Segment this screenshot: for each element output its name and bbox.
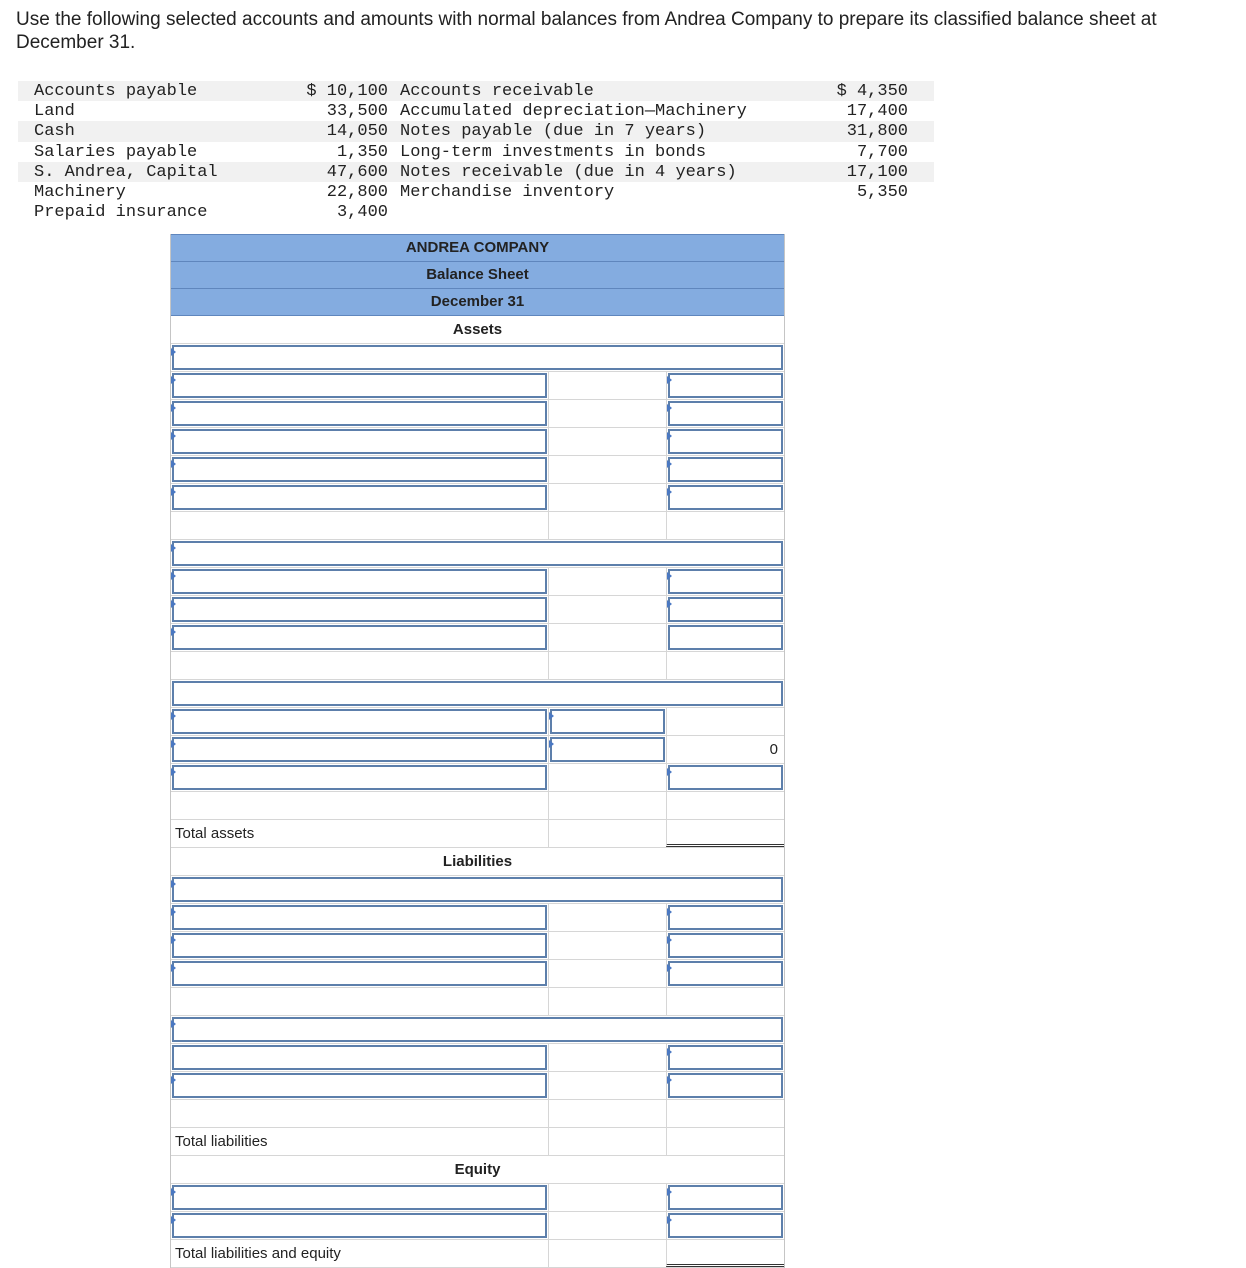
account-amount: 14,050 (326, 122, 388, 142)
statement-title: Balance Sheet (171, 262, 784, 289)
amount-input[interactable] (668, 401, 783, 426)
total-liabilities-equity-value (666, 1240, 784, 1267)
account-name-input[interactable] (172, 765, 547, 790)
account-name: Prepaid insurance (34, 203, 208, 223)
account-name-input[interactable] (172, 1045, 547, 1070)
account-name-input[interactable] (172, 905, 547, 930)
account-amount: $ 4,350 (836, 82, 908, 101)
given-row (18, 81, 934, 101)
instructions-text: Use the following selected accounts and amounts with normal balances from Andrea Company to prepare its classified balance sheet at December 31. (16, 9, 1157, 53)
account-amount: 17,100 (846, 162, 908, 182)
company-name: ANDREA COMPANY (171, 234, 784, 262)
amount-input[interactable] (668, 625, 783, 650)
account-name: Cash (34, 122, 75, 142)
account-name: Notes receivable (due in 4 years) (400, 162, 737, 182)
account-name-input[interactable] (172, 373, 547, 398)
amount-input[interactable] (668, 429, 783, 454)
account-name: Accounts payable (34, 82, 198, 101)
account-name: Land (34, 102, 75, 122)
account-amount: 3,400 (336, 203, 388, 223)
assets-heading: Assets (171, 316, 784, 344)
account-amount: 22,800 (326, 182, 388, 202)
given-row (18, 142, 934, 162)
amount-input[interactable] (550, 709, 665, 734)
account-name-input[interactable] (172, 401, 547, 426)
account-amount: 17,400 (846, 102, 908, 122)
account-name-input[interactable] (172, 1185, 547, 1210)
section-heading-input[interactable] (172, 541, 783, 566)
account-name-input[interactable] (172, 625, 547, 650)
total-assets-label: Total assets (175, 825, 255, 842)
amount-input[interactable] (668, 933, 783, 958)
account-amount: 1,350 (336, 142, 388, 162)
total-liabilities-equity-label: Total liabilities and equity (175, 1245, 341, 1262)
account-name-input[interactable] (172, 485, 547, 510)
section-heading-input[interactable] (172, 681, 783, 706)
account-name-input[interactable] (172, 569, 547, 594)
account-amount: 31,800 (846, 122, 908, 142)
account-name: Accounts receivable (400, 82, 594, 101)
given-row (18, 121, 934, 141)
account-name-input[interactable] (172, 457, 547, 482)
given-row (18, 202, 934, 222)
account-name-input[interactable] (172, 737, 547, 762)
section-heading-input[interactable] (172, 345, 783, 370)
account-name: Notes payable (due in 7 years) (400, 122, 707, 142)
amount-input[interactable] (550, 737, 665, 762)
section-heading-input[interactable] (172, 877, 783, 902)
account-name-input[interactable] (172, 961, 547, 986)
given-row (18, 101, 934, 121)
account-name: Accumulated depreciation—Machinery (400, 102, 747, 122)
account-amount: $ 10,100 (306, 82, 388, 101)
account-name-input[interactable] (172, 1213, 547, 1238)
account-name-input[interactable] (172, 933, 547, 958)
computed-net-value: 0 (769, 741, 778, 758)
account-name-input[interactable] (172, 429, 547, 454)
section-heading-input[interactable] (172, 1017, 783, 1042)
amount-input[interactable] (668, 1073, 783, 1098)
equity-heading: Equity (171, 1156, 784, 1184)
amount-input[interactable] (668, 1213, 783, 1238)
account-amount: 33,500 (326, 102, 388, 122)
statement-date: December 31 (171, 289, 784, 316)
amount-input[interactable] (668, 1185, 783, 1210)
account-amount: 7,700 (856, 142, 908, 162)
account-name: Merchandise inventory (400, 182, 615, 202)
amount-input[interactable] (668, 457, 783, 482)
amount-input[interactable] (668, 905, 783, 930)
account-name: Salaries payable (34, 142, 198, 162)
account-name-input[interactable] (172, 1073, 547, 1098)
account-name: Long-term investments in bonds (400, 142, 707, 162)
amount-input[interactable] (668, 1045, 783, 1070)
amount-input[interactable] (668, 569, 783, 594)
total-assets-value (666, 820, 784, 847)
given-row (18, 182, 934, 202)
balance-sheet-worksheet (170, 234, 785, 1268)
given-row (18, 162, 934, 182)
amount-input[interactable] (668, 485, 783, 510)
amount-input[interactable] (668, 597, 783, 622)
account-name-input[interactable] (172, 597, 547, 622)
amount-input[interactable] (668, 373, 783, 398)
amount-input[interactable] (668, 961, 783, 986)
given-accounts-table (18, 81, 934, 222)
total-liabilities-label: Total liabilities (175, 1133, 268, 1150)
liabilities-heading: Liabilities (171, 848, 784, 876)
account-name: S. Andrea, Capital (34, 162, 218, 182)
amount-input[interactable] (668, 765, 783, 790)
account-amount: 47,600 (326, 162, 388, 182)
total-liabilities-value (666, 1128, 784, 1155)
account-name: Machinery (34, 182, 126, 202)
account-name-input[interactable] (172, 709, 547, 734)
account-amount: 5,350 (856, 182, 908, 202)
